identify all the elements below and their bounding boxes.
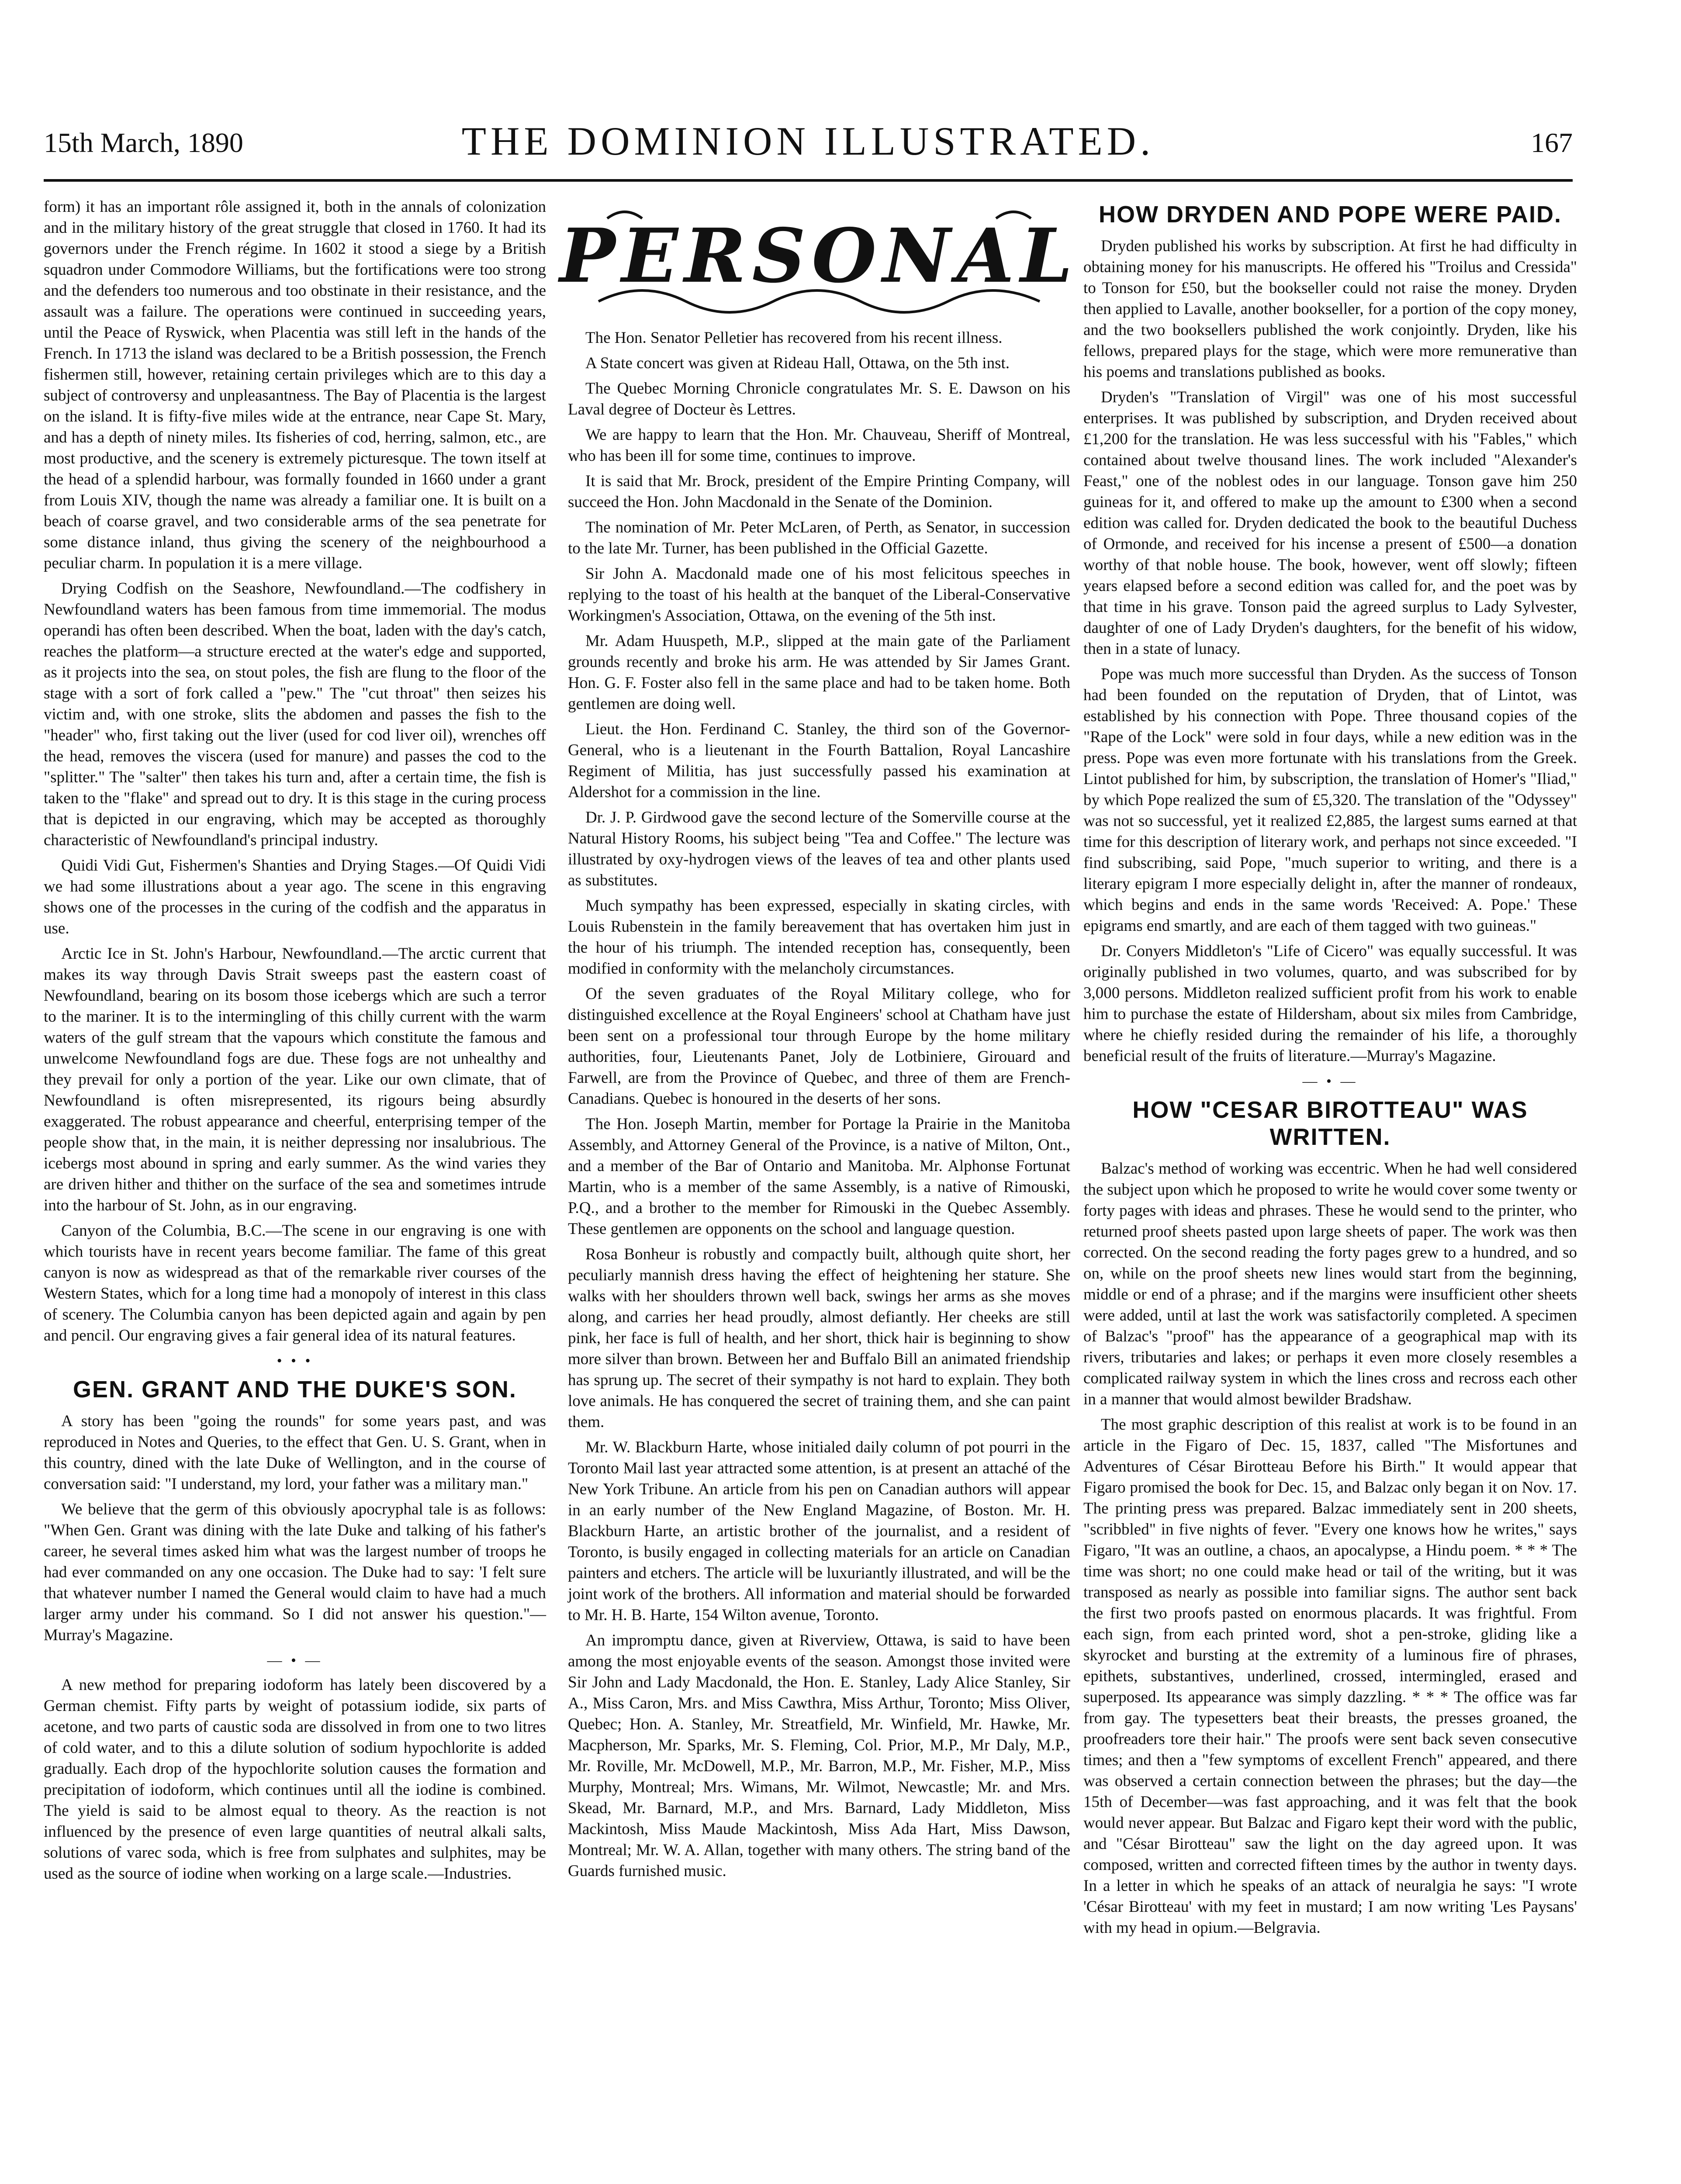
personal-banner-text: PERSONAL (559, 212, 1079, 300)
separator-ornament: — • — (267, 1652, 323, 1669)
publication-title: THE DOMINION ILLUSTRATED. (461, 119, 1155, 163)
placentia-paragraph: form) it has an important rôle assigned it, both in the annals of colonization and in the military history of the great struggle that closed in 1760. It had its governors under the French régime. In 1602 it stood a siege by a British squadron under Commodore Williams, but the fortifications were too strong and the defenders too numerous and too obstinate in their resistance, and the assault was a failure. The operations were continued in succeeding years, until the Peace of Ryswick, when Placentia was still left in the hands of the French. In 1713 the island was declared to be a British possession, the French fishermen still, however, retaining certain privileges which are to this day a subject of controversy and unpleasantness. The Bay of Placentia is the largest on the island. It is fifty-five miles wide at the entrance, near Cape St. Mary, and has a depth of ninety miles. Its fisheries of cod, herring, salmon, etc., are most productive, and the scenery is extremely picturesque. The town itself at the head of a splendid harbour, was formally founded in 1660 under a grant from Louis XIV, though the name was already a familiar one. It is built on a beach of coarse gravel, and two considerable arms of the sea penetrate for some distance inland, thus giving the scenery of the neighbourhood a peculiar charm. In population it is a mere village. (44, 198, 546, 572)
dryden-pope-heading: HOW DRYDEN AND POPE WERE PAID. (1098, 201, 1562, 228)
dryden-paragraph: Dryden's "Translation of Virgil" was one of his most successful enterprises. It was published by subscription, and Dryden received about £1,200 for the translation. He was less successful with his "Fables," which contained about twelve thousand lines. The work included "Alexander's Feast," one of the noblest odes in our language. Tonson gave him 250 guineas for it, and offered to make up the amount to £300 when a second edition was called for. Dryden dedicated the book to the beautiful Duchess of Ormonde, and received for his incense a present of £500—a donation worthy of that noble house. The book, however, went off slowly; fifteen years elapsed before a second edition was called for, and the poet was by that time in his grave. Tonson paid the agreed surplus to Lady Sylvester, daughter of one of Lady Dryden's daughters, for the benefit of his widow, then in a state of lunacy. (1083, 388, 1577, 658)
personal-item: Rosa Bonheur is robustly and compactly built, although quite short, her peculiarly mannish dress having the effect of heightening her stature. She walks with her shoulders thrown well back, swings her arms as she moves along, and carries her head proudly, almost defiantly. Her cheeks are still pink, her face is full of health, and her short, thick hair is beginning to show more silver than brown. Between her and Buffalo Bill an animated friendship has sprung up. The secret of their sympathy is not hard to explain. They both love animals. He has conquered the secret of training them, and she can paint them. (568, 1245, 1070, 1431)
personal-banner (559, 201, 1079, 314)
dryden-paragraph: Dryden published his works by subscription. At first he had difficulty in obtaining money for his manuscripts. He offered his "Troilus and Cressida" to Tonson for £50, but the bookseller could not raise the money. Dryden then applied to Lavalle, another bookseller, for a portion of the copy money, and the two booksellers published the work conjointly. Dryden, like his fellows, prepared plays for the stage, which were more remunerative than his poems and translations published as books. (1083, 237, 1577, 381)
personal-item: Mr. W. Blackburn Harte, whose initialed daily column of pot pourri in the Toronto Mail last year attracted some attention, is at present an attaché of the New York Tribune. An article from his pen on Canadian authors will appear in an early number of the New England Magazine, of Boston. Mr. H. Blackburn Harte, an artistic brother of the journalist, and a resident of Toronto, is busily engaged in collecting materials for an article on Canadian painters and etchers. The article will be luxuriantly illustrated, and will be the joint work of the brothers. All information and material should be forwarded to Mr. H. B. Harte, 154 Wilton avenue, Toronto. (568, 1438, 1070, 1624)
balzac-paragraph: Balzac's method of working was eccentric. When he had well considered the subject upon which he proposed to write he would cover some twenty or forty pages with ideas and phrases. These he would send to the printer, who returned proof sheets pasted upon large sheets of paper. The work was then corrected. On the second reading the forty pages grew to a hundred, and so on, while on the proof sheets new lines would start from the beginning, middle or end of a phrase; and if the margins were insufficient other sheets were added, until at last the work was satisfactorily completed. A specimen of Balzac's "proof" has the appearance of a geographical map with its rivers, tributaries and lakes; or perhaps it even more closely resembles a complicated railway system in which the lines cross and recross each other in a manner that would almost bewilder Bradshaw. (1083, 1160, 1577, 1408)
separator-ornament: • • • (277, 1353, 313, 1369)
separator-ornament: — • — (1302, 1073, 1358, 1089)
iodoform-paragraph: A new method for preparing iodoform has lately been discovered by a German chemist. Fifty parts by weight of potassium iodide, six parts of acetone, and two parts of caustic soda are dissolved in from one to two litres of cold water, and to this a dilute solution of sodium hypochlorite is added gradually. Each drop of the hypochlorite solution causes the formation and precipitation of iodoform, which continues until all the iodine is combined. The yield is said to be almost equal to theory. As the reaction is not influenced by the presence of even large quantities of neutral alkali salts, solutions of varec soda, which is free from sulphates and sulphites, may be used as the source of iodine when working on a large scale.—Industries. (44, 1676, 546, 1883)
personal-item: It is said that Mr. Brock, president of the Empire Printing Company, will succeed the Hon. John Macdonald in the Senate of the Dominion. (568, 472, 1070, 511)
personal-item: Lieut. the Hon. Ferdinand C. Stanley, the third son of the Governor-General, who is a lieutenant in the Fourth Battalion, Royal Lancashire Regiment of Militia, has just successfully passed his examination at Aldershot for a commission in the line. (568, 720, 1070, 801)
personal-item: Mr. Adam Huuspeth, M.P., slipped at the main gate of the Parliament grounds recently and broke his arm. He was attended by Sir James Grant. Hon. G. F. Foster also fell in the same place and had to be taken home. Both gentlemen are doing well. (568, 632, 1070, 713)
masthead-rule (44, 179, 1573, 182)
personal-item: The Quebec Morning Chronicle congratulates Mr. S. E. Dawson on his Laval degree of Docteur ès Lettres. (568, 380, 1070, 418)
dryden-paragraph: Pope was much more successful than Dryden. As the success of Tonson had been founded on the reputation of Dryden, that of Lintot, was established by his connection with Pope. Three thousand copies of the "Rape of the Lock" were sold in four days, while a new edition was in the press. Pope was even more fortunate with his translations from the Greek. Lintot published for him, by subscription, the translation of Homer's "Iliad," by which Pope realized the sum of £5,320. The translation of the "Odyssey" was not so successful, yet it realized £2,885, the largest sums earned at that time for this description of literary work, and perhaps not since exceeded. "I find subscribing, said Pope, "much superior to writing, and there is a literary epigram I more especially delight in, after the manner of rondeaux, which begins and ends in the same words 'Received: A. Pope.' These epigrams end smartly, and are each of them tagged with two guineas." (1083, 665, 1577, 935)
personal-item: We are happy to learn that the Hon. Mr. Chauveau, Sheriff of Montreal, who has been ill for some time, continues to improve. (568, 426, 1070, 465)
personal-item: The Hon. Joseph Martin, member for Portage la Prairie in the Manitoba Assembly, and Attorney General of the Province, is a native of Milton, Ont., and a member of the Bar of Ontario and Manitoba. Mr. Alphonse Fortunat Martin, who is a member of the same Assembly, is a native of Rimouski, P.Q., and a brother to the member for Rimouski in the Quebec Assembly. These gentlemen are opponents on the school and language question. (568, 1115, 1070, 1238)
dryden-paragraph: Dr. Conyers Middleton's "Life of Cicero" was equally successful. It was originally published in two volumes, quarto, and was subscribed for by 3,000 persons. Middleton realized sufficient profit from his work to enable him to purchase the estate of Hildersham, about six miles from Cambridge, where he chiefly resided during the remainder of his life, a thoroughly beneficial result of the fruits of literature.—Murray's Magazine. (1083, 942, 1577, 1065)
columbia-canyon-paragraph: Canyon of the Columbia, B.C.—The scene in our engraving is one with which tourists have in recent years become familiar. The fame of this great canyon is now as widespread as that of the remarkable river courses of the Western States, which for a long time had a monopoly of interest in this class of scenery. The Columbia canyon has been depicted again and again by pen and pencil. Our engraving gives a fair general idea of its natural features. (44, 1222, 546, 1344)
personal-item: Of the seven graduates of the Royal Military college, who for distinguished excellence at the Royal Engineers' school at Chatham have just been sent on a professional tour through Europe by the home military authorities, four, Lieutenants Panet, Joly de Lotbiniere, Girouard and Farwell, are from the Province of Quebec, and three of them are French-Canadians. Quebec is honoured in the deserts of her sons. (568, 985, 1070, 1108)
birotteau-heading: HOW "CESAR BIROTTEAU" WAS WRITTEN. (1132, 1097, 1528, 1150)
personal-item: The Hon. Senator Pelletier has recovered from his recent illness. (585, 329, 1003, 347)
column-3 (1083, 197, 1577, 2184)
personal-banner-art (559, 201, 1079, 314)
personal-item: A State concert was given at Rideau Hall, Ottawa, on the 5th inst. (585, 354, 1010, 372)
grant-paragraph: We believe that the germ of this obviously apocryphal tale is as follows: "When Gen. Grant was dining with the late Duke and talking of his father's career, he several times asked him what was the largest number of troops he had ever commanded on any one occasion. The Duke had to say: 'I felt sure that whatever number I named the General would claim to have had a much larger army under his command. So I did not answer his question."—Murray's Magazine. (44, 1500, 546, 1644)
personal-item: Sir John A. Macdonald made one of his most felicitous speeches in replying to the toast of his health at the banquet of the Liberal-Conservative Workingmen's Association, Ottawa, on the evening of the 5th inst. (568, 565, 1070, 625)
balzac-paragraph: The most graphic description of this realist at work is to be found in an article in the Figaro of Dec. 15, 1837, called "The Misfortunes and Adventures of César Birotteau Before his Birth." It would appear that Figaro promised the book for Dec. 15, and Balzac only began it on Nov. 17. The printing press was prepared. Balzac immediately sent in 200 sheets, "scribbled" in five nights of fever. "Every one knows how he writes," says Figaro, "It was an outline, a chaos, an apocalypse, a Hindu poem. * * * The time was short; no one could make head or tail of the writing, but it was transposed as nearly as possible into familiar signs. The author sent back the first two proofs pasted on enormous placards. It was frightful. From each sign, from each printed word, shot a pen-stroke, gliding like a skyrocket and bursting at the extremity of a luminous fire of phrases, epithets, substantives, underlined, crossed, intermingled, erased and superposed. Its appearance was simply dazzling. * * * The office was far from gay. The typesetters beat their breasts, the presses groaned, the proofreaders tore their hair." The proofs were sent back seven consecutive times; and then a "few symptoms of excellent French" appeared, and there was observed a certain connection between the phrases; but the day—the 15th of December—was fast approaching, and it was felt that the book would never appear. But Balzac and Figaro kept their word with the public, and "César Birotteau" saw the light on the day agreed upon. It was composed, written and corrected fifteen times by the author in twenty days. In a letter in which he speaks of an attack of neuralgia he says: "I wrote 'César Birotteau' with my feet in mustard; I am now writing 'Les Paysans' with my head in opium.—Belgravia. (1083, 1416, 1577, 1937)
column-1 (44, 197, 546, 2184)
issue-date: 15th March, 1890 (44, 127, 243, 158)
arctic-ice-paragraph: Arctic Ice in St. John's Harbour, Newfoundland.—The arctic current that makes its way through Davis Strait sweeps past the eastern coast of Newfoundland, bearing on its bosom those icebergs which are such a terror to the mariner. It is to the intermingling of this chilly current with the warm waters of the gulf stream that the vapours which constitute the famous and unwelcome Newfoundland fogs are due. These fogs are not unhealthy and they prevail for only a portion of the year. Like our own climate, that of Newfoundland is often misrepresented, its rigours being absurdly exaggerated. The robust appearance and cheerful, enterprising temper of the people show that, in the main, it is neither depressing nor insalubrious. The icebergs most abound in spring and early summer. As the wind varies they are driven hither and thither on the surface of the sea and sometimes intrude into the harbour of St. John, as in our engraving. (44, 945, 546, 1214)
quidi-vidi-paragraph: Quidi Vidi Gut, Fishermen's Shanties and Drying Stages.—Of Quidi Vidi we had some illustrations about a year ago. The scene in this engraving shows one of the processes in the curing of the codfish and the apparatus in use. (44, 857, 546, 937)
grant-heading: GEN. GRANT AND THE DUKE'S SON. (73, 1376, 517, 1403)
column-2 (559, 197, 1079, 2184)
personal-item: Dr. J. P. Girdwood gave the second lecture of the Somerville course at the Natural History Rooms, his subject being "Tea and Coffee." The lecture was illustrated by oxy-hydrogen views of the leaves of tea and other plants used as substitutes. (568, 809, 1070, 889)
page-number: 167 (1531, 127, 1573, 158)
grant-paragraph: A story has been "going the rounds" for some years past, and was reproduced in Notes and Queries, to the effect that Gen. U. S. Grant, when in this country, dined with the late Duke of Wellington, and in the course of conversation said: "I understand, my lord, your father was a military man." (44, 1412, 546, 1493)
personal-item: Much sympathy has been expressed, especially in skating circles, with Louis Rubenstein in the family bereavement that has overtaken him just in the hour of his triumph. The intended reception has, consequently, been modified in conformity with the melancholy circumstances. (568, 897, 1070, 978)
personal-item: An impromptu dance, given at Riverview, Ottawa, is said to have been among the most enjoyable events of the season. Amongst those invited were Sir John and Lady Macdonald, the Hon. E. Stanley, Lady Alice Stanley, Sir A., Miss Caron, Mrs. and Miss Cawthra, Miss Arthur, Toronto; Miss Oliver, Quebec; Hon. A. Stanley, Mr. Streatfield, Mr. Winfield, Mr. Hawke, Mr. Macpherson, Mr. Sparks, Mr. S. Fleming, Col. Prior, M.P., Mr Daly, M.P., Mr. Roville, Mr. McDowell, M.P., Mr. Barron, M.P., Mr. Fisher, M.P., Miss Murphy, Montreal; Mrs. Wimans, Mr. Wilmot, Newcastle; Mr. and Mrs. Skead, Mr. Barnard, M.P., and Mrs. Barnard, Lady Middleton, Miss Mackintosh, Miss Maude Mackintosh, Miss Ada Hart, Miss Dawson, Montreal; Mr. W. A. Allan, together with many others. The string band of the Guards furnished music. (568, 1631, 1070, 1880)
masthead (44, 109, 1573, 175)
drying-codfish-paragraph: Drying Codfish on the Seashore, Newfoundland.—The codfishery in Newfoundland waters has been famous from time immemorial. The modus operandi has often been described. When the boat, laden with the day's catch, reaches the platform—a structure erected at the water's edge and supported, as it projects into the sea, on stout poles, the fish are flung to the floor of the stage with a sort of fork called a "pew." The "cut throat" then seizes his victim and, with one stroke, slits the abdomen and passes the fish to the "header" who, first taking out the liver (used for cod liver oil), wrenches off the head, removes the viscera (used for manure) and passes the cod to the "splitter." The "salter" then takes his turn and, after a certain time, the fish is taken to the "flake" and spread out to dry. It is this stage in the curing process that is depicted in our engraving, which may be accepted as thoroughly characteristic of Newfoundland's principal industry. (44, 580, 546, 849)
personal-item: The nomination of Mr. Peter McLaren, of Perth, as Senator, in succession to the late Mr. Turner, has been published in the Official Gazette. (568, 518, 1070, 557)
